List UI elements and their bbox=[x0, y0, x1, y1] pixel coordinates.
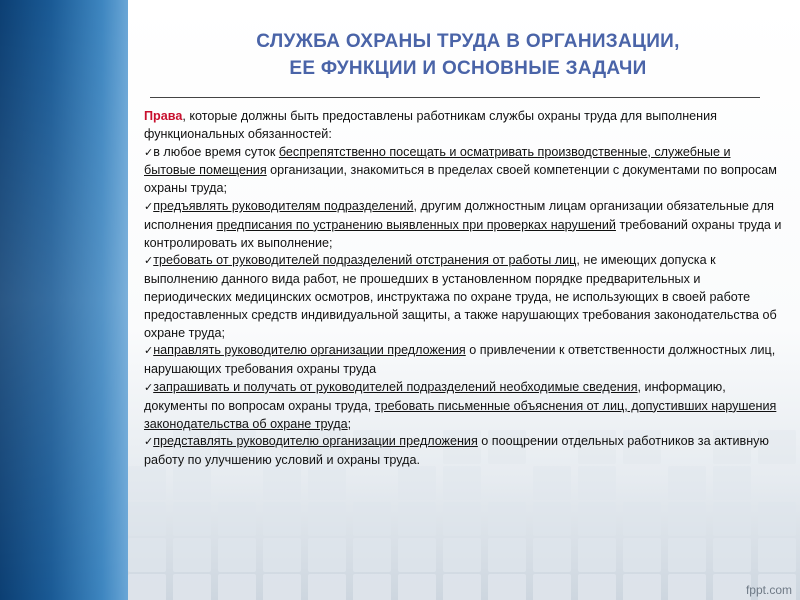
band-shine bbox=[0, 0, 128, 600]
item-underlined: требовать от руководителей подразделений отстранения от работы лиц bbox=[153, 253, 577, 268]
item-text: , другим должностным лицам организации обязательные для исполнения bbox=[144, 198, 774, 232]
item-underlined: представлять руководителю организации предложения bbox=[153, 434, 478, 449]
intro-highlight: Права bbox=[144, 109, 183, 123]
list-item bbox=[144, 433, 784, 470]
checkmark-icon: ✓ bbox=[144, 255, 154, 268]
list-item bbox=[144, 144, 784, 198]
item-underlined: направлять руководителю организации предложения bbox=[153, 343, 466, 358]
list-item bbox=[144, 342, 784, 379]
item-text: , информацию, документы по вопросам охраны труда, bbox=[144, 379, 726, 413]
watermark: fppt.com bbox=[745, 583, 792, 597]
title-divider bbox=[150, 97, 760, 98]
item-text: ; bbox=[347, 416, 352, 431]
item-text: , не имеющих допуска к выполнению данного вида работ, не прошедших в установленном порядке предварительных и периодических медицинских осмотров, инструктажа по охране труда, не использующих в своей работе предоставленных средств индивидуальной защиты, а также нарушающих требования законодательства об охране труда; bbox=[144, 253, 777, 340]
list-item bbox=[144, 198, 784, 252]
item-underlined: предъявлять руководителям подразделений bbox=[153, 198, 414, 213]
item-text: организации, знакомиться в пределах своей компетенции с документами по вопросам охраны труда; bbox=[144, 163, 777, 196]
item-underlined: предписания по устранению выявленных при проверках нарушений bbox=[216, 217, 616, 232]
item-text: о привлечении к ответственности должностных лиц, нарушающих требования охраны труда bbox=[144, 343, 776, 377]
slide bbox=[128, 0, 800, 600]
title-line-2: ЕЕ ФУНКЦИИ И ОСНОВНЫЕ ЗАДАЧИ bbox=[289, 58, 647, 79]
checkmark-icon: ✓ bbox=[144, 381, 154, 394]
slide-content bbox=[128, 0, 800, 600]
checkmark-icon: ✓ bbox=[144, 200, 154, 213]
item-underlined: беспрепятственно посещать и осматривать производственные, служебные и бытовые помещения bbox=[144, 144, 731, 178]
item-text: о поощрении отдельных работников за активную работу по улучшению условий и охраны труда. bbox=[144, 434, 769, 468]
item-underlined: запрашивать и получать от руководителей подразделений необходимые сведения bbox=[153, 379, 638, 394]
item-text: требований охраны труда и контролировать их выполнение; bbox=[144, 217, 782, 250]
checkmark-icon: ✓ bbox=[144, 146, 154, 159]
title-line-1: СЛУЖБА ОХРАНЫ ТРУДА В ОРГАНИЗАЦИИ, bbox=[256, 31, 680, 52]
checkmark-icon: ✓ bbox=[144, 345, 154, 358]
slide-title bbox=[148, 28, 788, 82]
rights-text bbox=[144, 108, 784, 470]
left-decorative-band bbox=[0, 0, 128, 600]
list-item bbox=[144, 379, 784, 433]
list-item bbox=[144, 252, 784, 342]
intro-paragraph bbox=[144, 108, 784, 144]
item-text: в любое время суток bbox=[153, 144, 279, 159]
item-underlined: требовать письменные объяснения от лиц, допустивших нарушения законодательства об охране труда bbox=[144, 398, 777, 431]
checkmark-icon: ✓ bbox=[144, 436, 154, 449]
intro-text: , которые должны быть предоставлены работникам службы охраны труда для выполнения функциональных обязанностей: bbox=[144, 109, 717, 141]
